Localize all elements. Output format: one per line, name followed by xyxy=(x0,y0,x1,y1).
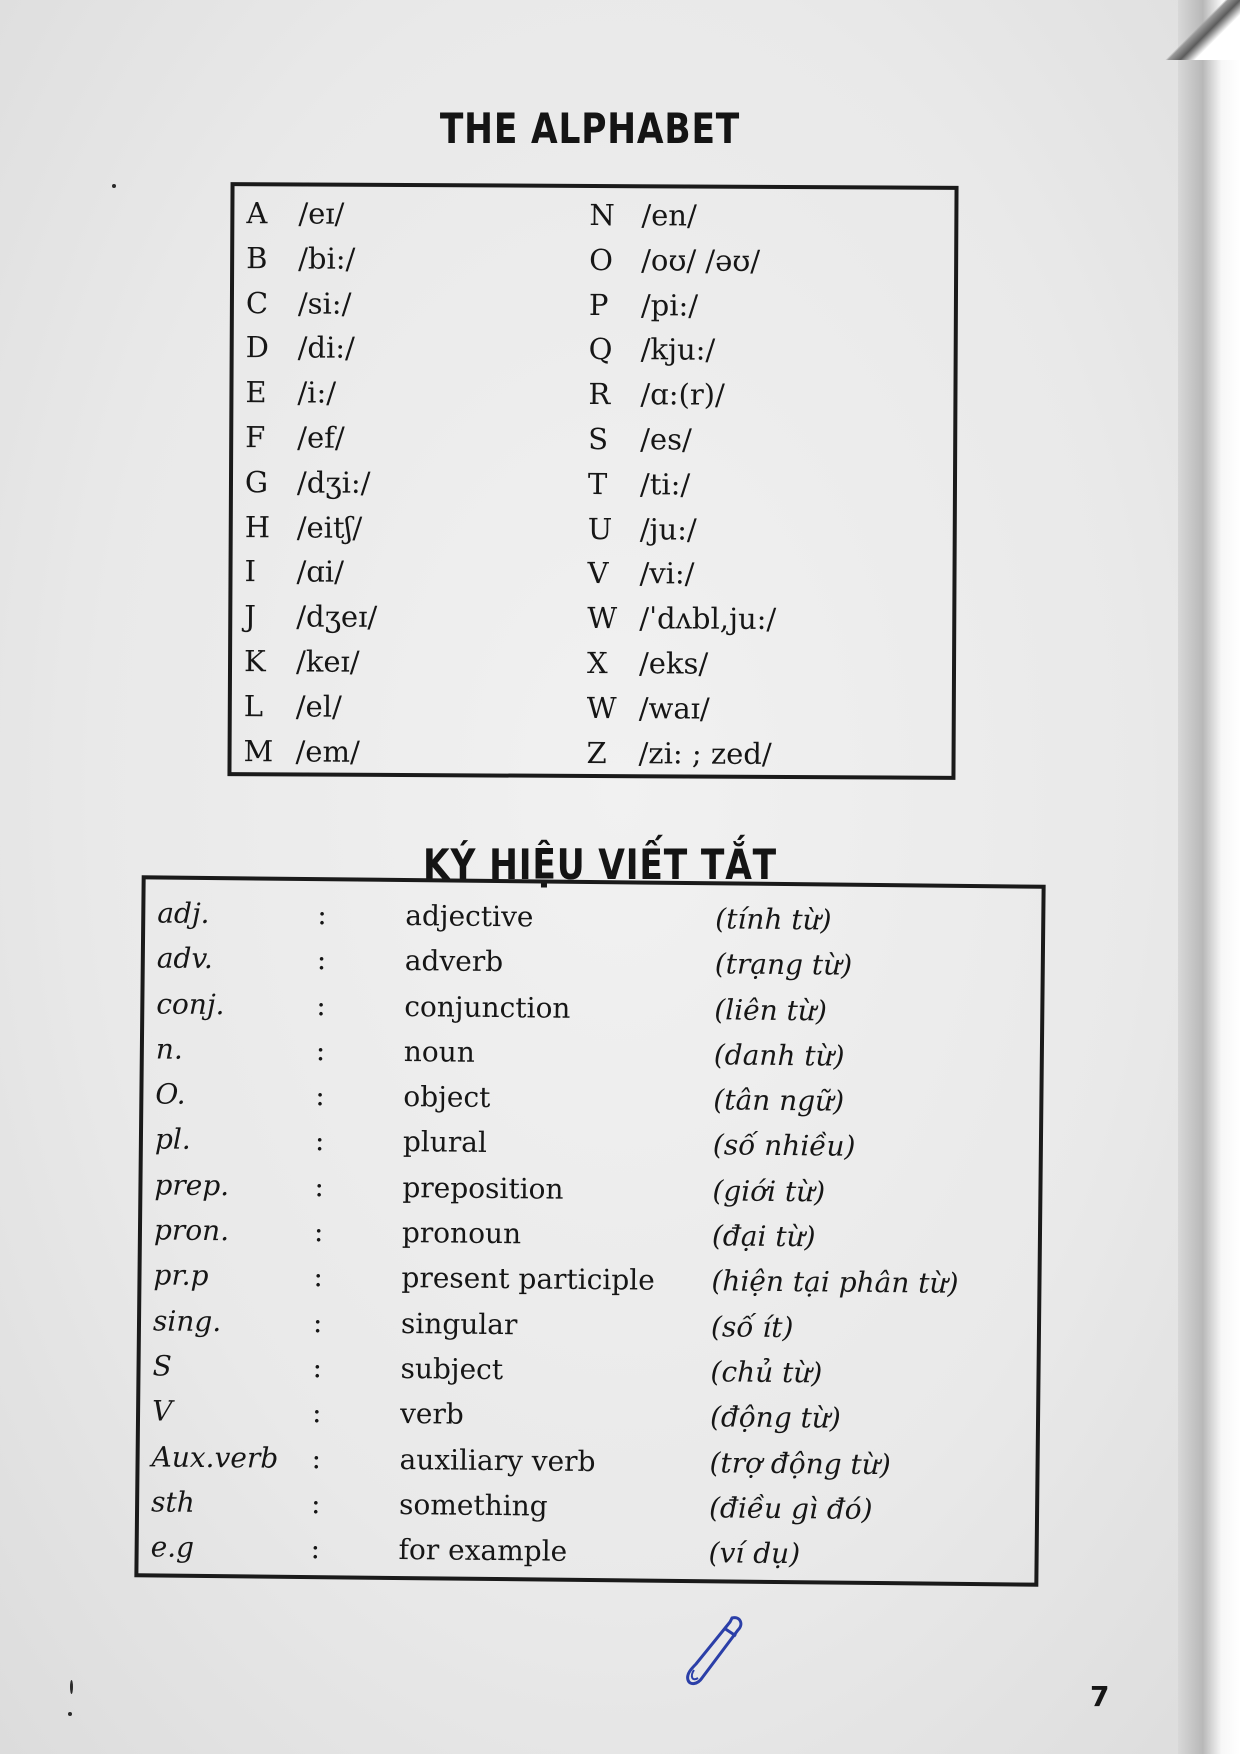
abbreviation-colon: : xyxy=(310,1486,321,1521)
alphabet-pronunciation: /ef/ xyxy=(297,420,345,455)
abbreviation-abbr: O. xyxy=(155,1077,186,1111)
alphabet-letter: N xyxy=(589,197,615,233)
alphabet-entry xyxy=(588,372,777,418)
alphabet-entry xyxy=(588,462,777,508)
abbreviation-abbr: n. xyxy=(155,1032,183,1066)
alphabet-pronunciation: /di:/ xyxy=(297,330,355,366)
alphabet-right-column xyxy=(586,193,778,776)
alphabet-letter: D xyxy=(245,330,270,365)
abbreviation-abbr: e.g xyxy=(150,1530,195,1565)
alphabet-letter: V xyxy=(587,556,609,591)
alphabet-pronunciation: /eɪ/ xyxy=(298,196,345,231)
abbreviation-colon: : xyxy=(317,898,327,932)
alphabet-pronunciation: /bi:/ xyxy=(298,241,356,276)
abbreviation-abbr: sth xyxy=(150,1485,195,1519)
abbreviation-meaning: (điều gì đó) xyxy=(708,1491,873,1526)
paper-edge xyxy=(1178,0,1240,1754)
alphabet-entry xyxy=(589,193,778,239)
abbreviation-term: present participle xyxy=(401,1261,655,1298)
alphabet-pronunciation: /es/ xyxy=(640,422,692,457)
abbreviation-term: auxiliary verb xyxy=(399,1442,596,1478)
alphabet-entry xyxy=(245,505,378,550)
alphabet-pronunciation: /em/ xyxy=(295,734,360,769)
alphabet-pronunciation: /dʒeɪ/ xyxy=(296,599,378,635)
alphabet-letter: W xyxy=(587,601,618,636)
alphabet-entry xyxy=(588,417,777,463)
abbreviation-term: noun xyxy=(403,1034,476,1069)
abbreviation-term: pronoun xyxy=(401,1216,522,1251)
abbreviation-meaning: (trạng từ) xyxy=(714,947,853,983)
alphabet-entry xyxy=(587,641,776,687)
alphabet-letter: J xyxy=(244,599,257,634)
abbreviation-term: preposition xyxy=(402,1170,564,1206)
abbreviation-meaning: (tính từ) xyxy=(715,902,832,937)
alphabet-entry xyxy=(246,191,379,236)
abbreviation-abbr: V xyxy=(151,1394,173,1428)
abbreviation-meaning: (đại từ) xyxy=(711,1219,816,1254)
abbreviation-term: adjective xyxy=(405,899,534,934)
alphabet-letter: R xyxy=(588,377,611,412)
abbreviation-colon: : xyxy=(313,1260,324,1294)
abbreviations-rows xyxy=(138,893,1041,1582)
abbreviations-title: KÝ HIỆU VIẾT TẮT xyxy=(423,840,777,889)
alphabet-pronunciation: /el/ xyxy=(295,689,342,724)
abbreviation-colon: : xyxy=(310,1532,321,1566)
abbreviation-term: conjunction xyxy=(404,989,571,1025)
abbreviation-meaning: (giới từ) xyxy=(712,1174,826,1209)
alphabet-pronunciation: /vi:/ xyxy=(639,556,695,591)
alphabet-letter: I xyxy=(244,554,257,589)
alphabet-pronunciation: /waɪ/ xyxy=(638,691,710,726)
alphabet-pronunciation: /dʒi:/ xyxy=(296,465,371,500)
abbreviation-meaning: (danh từ) xyxy=(713,1038,845,1073)
alphabet-letter: W xyxy=(586,690,617,725)
alphabet-entry xyxy=(589,238,778,284)
alphabet-pronunciation: /kju:/ xyxy=(640,332,716,368)
alphabet-entry xyxy=(588,507,777,553)
alphabet-letter: T xyxy=(587,466,608,501)
alphabet-entry xyxy=(589,327,778,373)
abbreviation-term: adverb xyxy=(404,944,504,979)
alphabet-entry xyxy=(244,639,377,684)
alphabet-entry xyxy=(244,594,377,639)
alphabet-pronunciation: /pi:/ xyxy=(640,287,699,323)
speck xyxy=(112,184,116,188)
alphabet-pronunciation: /zi: ; zed/ xyxy=(638,735,772,771)
alphabet-letter: F xyxy=(245,420,266,455)
alphabet-entry xyxy=(245,460,378,505)
paper-corner-fold xyxy=(1150,0,1240,60)
abbreviation-abbr: adv. xyxy=(156,941,214,976)
alphabet-entry xyxy=(246,326,379,371)
abbreviation-abbr: prep. xyxy=(154,1168,230,1202)
abbreviation-abbr: S xyxy=(152,1349,172,1383)
abbreviation-colon: : xyxy=(316,988,326,1022)
alphabet-letter: B xyxy=(246,240,268,276)
alphabet-entry xyxy=(587,551,776,597)
abbreviation-abbr: adj. xyxy=(157,896,210,930)
page-number: 7 xyxy=(1090,1680,1110,1713)
abbreviation-term: plural xyxy=(402,1125,488,1160)
alphabet-letter: A xyxy=(246,196,268,231)
abbreviation-colon: : xyxy=(315,1034,326,1068)
abbreviation-abbr: sing. xyxy=(152,1304,222,1338)
alphabet-entry xyxy=(589,283,778,329)
abbreviations-table xyxy=(134,875,1045,1586)
speck xyxy=(70,1680,73,1694)
alphabet-entry xyxy=(587,686,776,732)
abbreviation-meaning: (ví dụ) xyxy=(708,1536,801,1571)
alphabet-letter: H xyxy=(244,509,271,544)
alphabet-pronunciation: /ju:/ xyxy=(639,511,697,547)
abbreviation-term: something xyxy=(398,1487,548,1523)
alphabet-letter: S xyxy=(588,421,609,457)
abbreviation-colon: : xyxy=(312,1305,323,1339)
alphabet-table xyxy=(227,182,958,780)
alphabet-letter: K xyxy=(243,644,266,679)
alphabet-pronunciation: /si:/ xyxy=(297,286,352,321)
abbreviation-abbr: pron. xyxy=(153,1213,230,1248)
alphabet-entry xyxy=(244,684,377,729)
abbreviation-meaning: (hiện tại phân từ) xyxy=(711,1264,959,1301)
alphabet-pronunciation: /ˈdʌbl,ju:/ xyxy=(639,601,777,637)
alphabet-left-column xyxy=(243,191,379,774)
alphabet-entry xyxy=(246,281,379,326)
pen-doodle xyxy=(680,1612,750,1692)
alphabet-letter: P xyxy=(588,287,609,322)
alphabet-entry xyxy=(245,370,378,415)
alphabet-letter: X xyxy=(586,645,608,681)
alphabet-title: THE ALPHABET xyxy=(439,104,741,153)
abbreviation-row xyxy=(138,1527,1034,1582)
alphabet-pronunciation: /ɑ:(r)/ xyxy=(640,377,725,412)
alphabet-letter: Q xyxy=(588,332,613,367)
alphabet-pronunciation: /en/ xyxy=(641,198,697,233)
abbreviation-meaning: (liên từ) xyxy=(714,992,828,1028)
alphabet-pronunciation: /eks/ xyxy=(638,646,709,681)
abbreviation-colon: : xyxy=(312,1351,323,1385)
abbreviation-term: object xyxy=(403,1080,491,1115)
alphabet-pronunciation: /i:/ xyxy=(297,375,337,410)
abbreviation-meaning: (chủ từ) xyxy=(710,1355,823,1390)
alphabet-letter: U xyxy=(587,511,613,546)
alphabet-pronunciation: /keɪ/ xyxy=(295,644,360,679)
abbreviation-term: for example xyxy=(398,1533,568,1568)
alphabet-entry xyxy=(244,550,377,595)
abbreviation-meaning: (trợ động từ) xyxy=(709,1445,891,1481)
abbreviation-abbr: pl. xyxy=(154,1122,191,1157)
abbreviation-colon: : xyxy=(311,1396,322,1430)
alphabet-pronunciation: /oʊ/ /əʊ/ xyxy=(641,243,761,278)
alphabet-letter: E xyxy=(245,375,267,410)
abbreviation-meaning: (tân ngữ) xyxy=(713,1083,845,1118)
abbreviation-term: singular xyxy=(400,1306,518,1341)
abbreviation-colon: : xyxy=(313,1215,324,1249)
alphabet-entry xyxy=(245,415,378,460)
abbreviation-abbr: conj. xyxy=(156,987,225,1021)
alphabet-entry xyxy=(587,596,776,642)
alphabet-pronunciation: /eitʃ/ xyxy=(296,510,363,545)
abbreviation-meaning: (số ít) xyxy=(710,1309,794,1344)
speck xyxy=(68,1712,72,1716)
abbreviation-abbr: Aux.verb xyxy=(151,1439,279,1475)
alphabet-entry xyxy=(586,731,775,777)
abbreviation-colon: : xyxy=(311,1441,322,1475)
alphabet-letter: O xyxy=(589,242,614,277)
abbreviation-meaning: (động từ) xyxy=(709,1400,842,1435)
alphabet-letter: M xyxy=(243,733,274,768)
abbreviation-term: verb xyxy=(399,1397,464,1431)
alphabet-entry xyxy=(246,236,379,281)
abbreviation-abbr: pr.p xyxy=(153,1258,209,1293)
alphabet-letter: L xyxy=(243,688,264,724)
alphabet-letter: C xyxy=(245,285,269,320)
alphabet-letter: G xyxy=(244,464,269,500)
abbreviation-meaning: (số nhiều) xyxy=(712,1128,856,1164)
abbreviation-term: subject xyxy=(400,1351,504,1387)
alphabet-entry xyxy=(243,729,376,774)
alphabet-pronunciation: /ɑi/ xyxy=(296,554,344,590)
abbreviation-colon: : xyxy=(314,1169,325,1203)
alphabet-pronunciation: /ti:/ xyxy=(639,467,691,502)
abbreviation-colon: : xyxy=(314,1124,325,1158)
abbreviation-colon: : xyxy=(316,943,327,977)
alphabet-letter: Z xyxy=(586,735,607,770)
abbreviation-colon: : xyxy=(315,1079,326,1113)
